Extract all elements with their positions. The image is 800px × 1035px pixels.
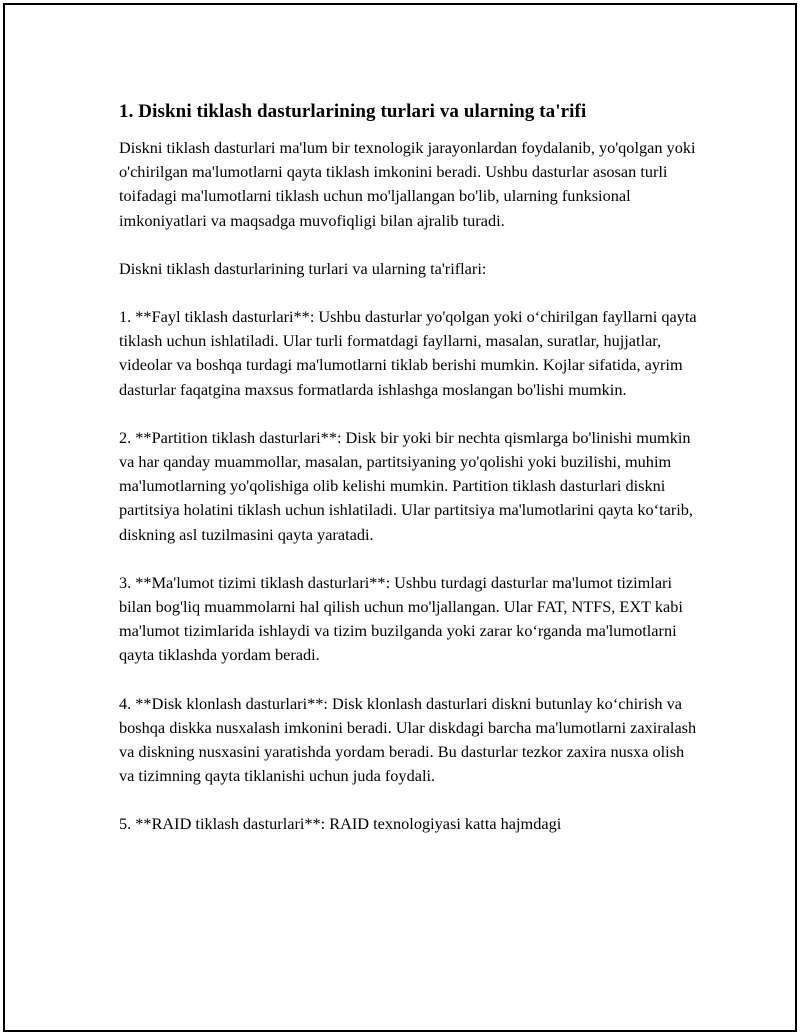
- list-item-file-recovery: 1. **Fayl tiklash dasturlari**: Ushbu dasturlar yo'qolgan yoki o‘chirilgan fayllarni qayta tiklash uchun ishlatiladi. Ular turli formatdagi fayllarni, masalan, suratlar, hujjatlar, videolar va boshqa turdagi ma'lumotlarni tiklab berishi mumkin. Kojlar sifatida, ayrim dasturlar faqatgina maxsus formatlarda ishlashga moslangan bo'lishi mumkin.: [119, 307, 697, 399]
- intro-paragraph: Diskni tiklash dasturlari ma'lum bir texnologik jarayonlardan foydalanib, yo'qolgan yoki o'chirilgan ma'lumotlarni qayta tiklash imkonini beradi. Ushbu dasturlar asosan turli toifadagi ma'lumotlarni tiklash uchun mo'ljallangan bo'lib, ularning funksional imkoniyatlari va maqsadga muvofiqligi bilan ajralib turadi.: [119, 138, 696, 230]
- page-frame: [3, 3, 797, 1032]
- list-item-disk-cloning: 4. **Disk klonlash dasturlari**: Disk klonlash dasturlari diskni butunlay ko‘chirish va boshqa diskka nusxalash imkonini beradi. Ular diskdagi barcha ma'lumotlarni zaxiralash va diskning nusxasini yaratishda yordam beradi. Bu dasturlar tezkor zaxira nusxa olish va tizimning qayta tiklanishi uchun juda foydali.: [119, 693, 697, 786]
- list-item-raid-recovery: 5. **RAID tiklash dasturlari**: RAID texnologiyasi katta hajmdagi: [119, 814, 562, 834]
- document-body: [119, 98, 699, 837]
- list-item-filesystem-recovery: 3. **Ma'lumot tizimi tiklash dasturlari**: Ushbu turdagi dasturlar ma'lumot tizimlari bilan bog'liq muammolarni hal qilish uchun mo'ljallangan. Ular FAT, NTFS, EXT kabi ma'lumot tizimlarida ishlaydi va tizim buzilganda yoki zarar ko‘rganda ma'lumotlarni qayta tiklashda yordam beradi.: [119, 572, 683, 665]
- types-heading-paragraph: Diskni tiklash dasturlarining turlari va ularning ta'riflari:: [119, 258, 487, 278]
- document-title: 1. Diskni tiklash dasturlarining turlari va ularning ta'rifi: [119, 101, 587, 122]
- list-item-partition-recovery: 2. **Partition tiklash dasturlari**: Disk bir yoki bir nechta qismlarga bo'linishi mumkin va har qanday muammollar, masalan, partitsiyaning yo'qolishi yoki buzilishi, muhim ma'lumotlarning yo'qolishiga olib kelishi mumkin. Partition tiklash dasturlari diskni partitsiya holatini tiklash uchun ishlatiladi. Ular partitsiya ma'lumotlarini qayta ko‘tarib, diskning asl tuzilmasini qayta yaratadi.: [119, 427, 694, 544]
